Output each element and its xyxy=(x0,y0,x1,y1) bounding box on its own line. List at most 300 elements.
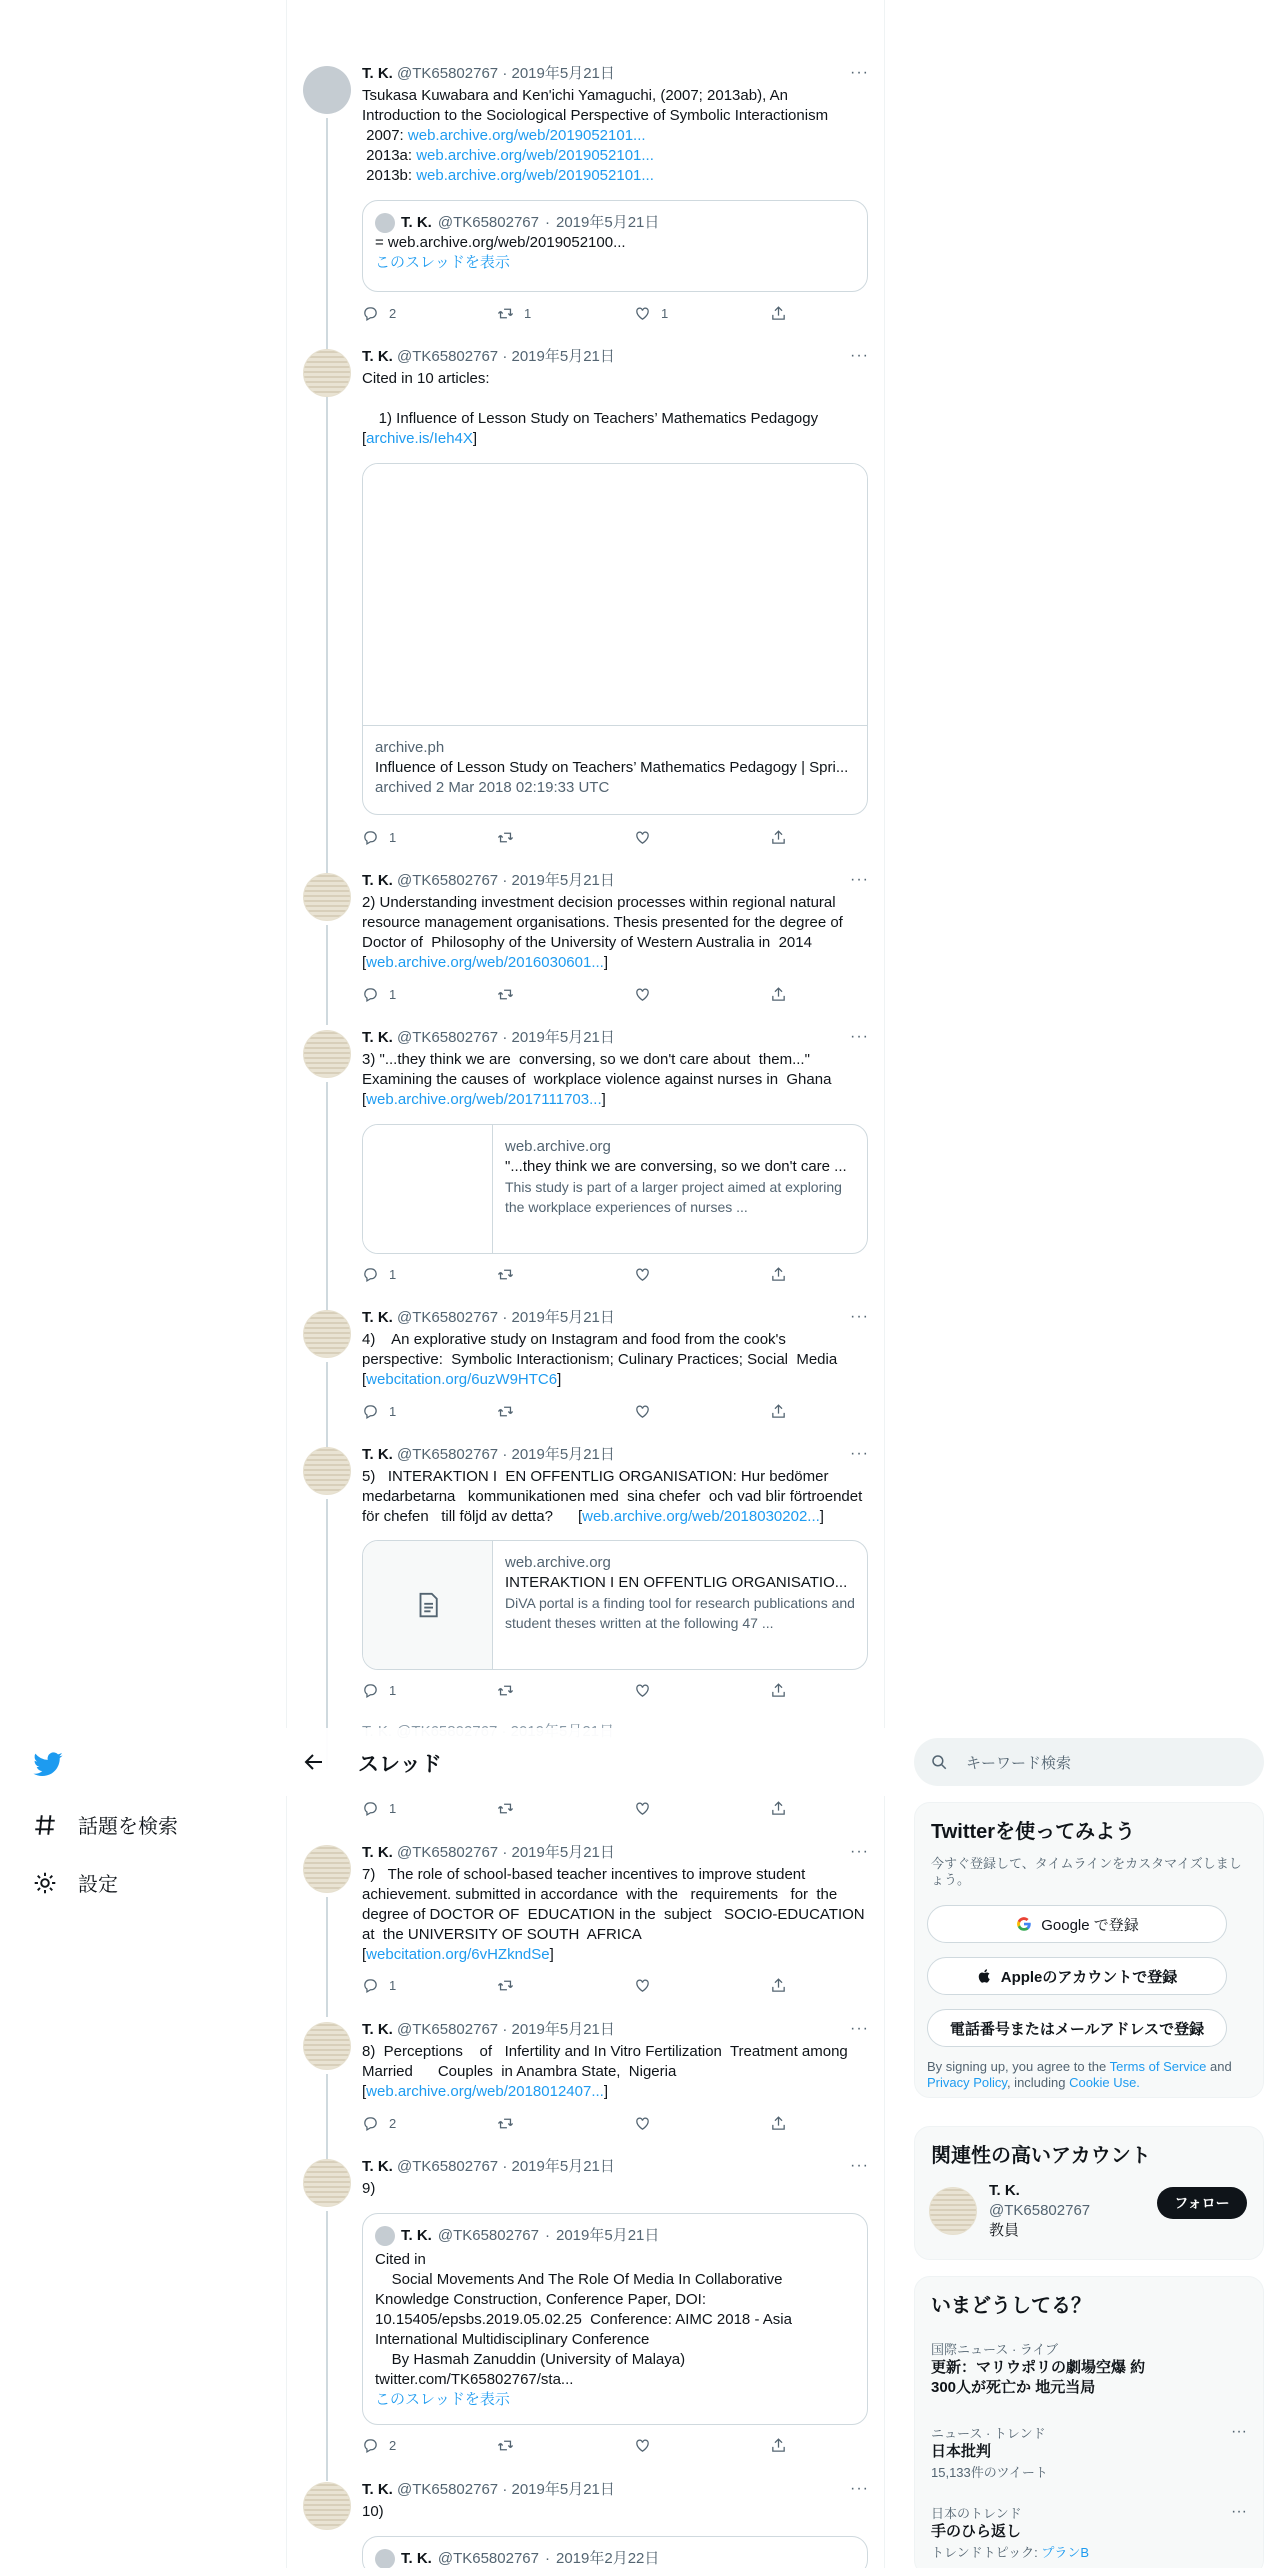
author-name: T. K. xyxy=(401,214,432,231)
account-info[interactable] xyxy=(989,2181,1090,2241)
retweet-button[interactable] xyxy=(497,1977,514,1994)
tweet-link[interactable]: web.archive.org/web/2016030601... xyxy=(366,954,604,971)
card-domain: archive.ph xyxy=(375,739,445,756)
tweet-actions xyxy=(362,2437,822,2457)
link-card[interactable] xyxy=(362,463,868,815)
google-icon xyxy=(1015,1915,1033,1933)
author-name[interactable]: T. K. xyxy=(362,1029,393,1046)
quote-header: T. K. @TK65802767 · 2019年5月21日 xyxy=(375,2226,855,2246)
thread-header xyxy=(286,1728,885,1796)
retweet-icon xyxy=(497,1266,514,1283)
tweet-link[interactable]: webcitation.org/6uzW9HTC6 xyxy=(366,1371,558,1388)
reply-button[interactable] xyxy=(362,2115,396,2132)
tweet-header: T. K. @TK65802767 · 2019年5月21日 xyxy=(362,1309,615,1326)
tweet-text xyxy=(362,369,869,449)
author-handle: @TK65802767 xyxy=(437,214,539,231)
share-button[interactable] xyxy=(770,1800,787,1817)
more-icon[interactable]: ··· xyxy=(850,2157,869,2174)
reply-icon xyxy=(362,1682,379,1699)
tweet-text: 10) xyxy=(362,2503,384,2520)
nav-explore-label: 話題を検索 xyxy=(78,1816,178,1838)
author-name[interactable]: T. K. xyxy=(362,1844,393,1861)
share-icon xyxy=(770,1682,787,1699)
google-signup-label: Google で登録 xyxy=(1041,1916,1139,1934)
reply-button[interactable] xyxy=(362,2437,396,2454)
like-button[interactable] xyxy=(634,1403,651,1420)
avatar[interactable] xyxy=(303,2022,351,2070)
heart-icon xyxy=(634,1800,651,1817)
more-icon[interactable]: ··· xyxy=(850,1308,869,1325)
author-name[interactable]: T. K. xyxy=(362,2158,393,2175)
show-thread-link[interactable]: このスレッドを表示 xyxy=(375,254,510,271)
avatar[interactable] xyxy=(929,2187,977,2235)
reply-icon xyxy=(362,1800,379,1817)
card-domain: web.archive.org xyxy=(505,1554,611,1571)
quote-text: Cited in Social Movements And The Role Of Media In Collaborative Knowledge Construction, Conference Paper, DOI: 10.15405/epsbs.2019.05.02.25 Conference: AIMC 2018 - Asia International Multidisciplinary Conference By Hasmah Zanuddin (University of Malaya) twitter.com/TK65802767/sta... xyxy=(375,2251,792,2388)
author-name[interactable]: T. K. xyxy=(362,1309,393,1326)
tweet-date[interactable]: 2019年5月21日 xyxy=(511,1309,615,1326)
avatar[interactable] xyxy=(303,1447,351,1495)
avatar[interactable] xyxy=(303,873,351,921)
reply-count: 1 xyxy=(389,1683,397,1698)
share-icon xyxy=(770,1403,787,1420)
share-icon xyxy=(770,829,787,846)
terms-and: and xyxy=(1206,2059,1232,2074)
tweet-body: 4) An explorative study on Instagram and food from the cook's perspective: Symbolic Interactionism; Culinary Practices; Social Media [ xyxy=(362,1331,838,1388)
retweet-button[interactable] xyxy=(497,986,514,1003)
retweet-button[interactable] xyxy=(497,1266,514,1283)
tweet-body-suffix: ] xyxy=(549,1946,554,1963)
reply-button[interactable] xyxy=(362,986,396,1003)
heart-icon xyxy=(634,986,651,1003)
more-icon[interactable]: ··· xyxy=(850,1028,869,1045)
avatar xyxy=(375,2226,395,2246)
more-icon[interactable]: ··· xyxy=(850,64,869,81)
gear-icon xyxy=(32,1870,58,1896)
link-card[interactable] xyxy=(362,1540,868,1670)
tweet-text xyxy=(362,893,869,973)
card-description: archived 2 Mar 2018 02:19:33 UTC xyxy=(375,779,610,796)
reply-count: 1 xyxy=(389,1267,397,1282)
retweet-button[interactable] xyxy=(497,1800,514,1817)
tweet-date[interactable]: 2019年5月21日 xyxy=(511,2158,615,2175)
author-name[interactable]: T. K. xyxy=(362,1446,393,1463)
thread-line xyxy=(326,401,328,881)
tweet-9[interactable] xyxy=(286,2020,885,2120)
apple-icon xyxy=(977,1968,993,1984)
quoted-tweet[interactable] xyxy=(362,2536,868,2568)
heart-icon xyxy=(634,2115,651,2132)
trend-item[interactable] xyxy=(931,2423,1241,2481)
avatar xyxy=(375,2549,395,2568)
more-icon[interactable]: ··· xyxy=(1231,2503,1247,2520)
quote-text: = web.archive.org/web/2019052100... xyxy=(375,234,626,251)
document-icon xyxy=(413,1590,443,1620)
avatar xyxy=(375,213,395,233)
tweet-header: T. K. @TK65802767 · 2019年5月21日 xyxy=(362,1029,615,1046)
phone-email-signup-button[interactable] xyxy=(927,2009,1227,2047)
reply-icon xyxy=(362,305,379,322)
tweet-11[interactable] xyxy=(286,2480,885,2540)
quoted-tweet[interactable] xyxy=(362,2213,868,2425)
tweet-actions xyxy=(362,2115,822,2135)
thread-line xyxy=(326,2211,328,2481)
heart-icon xyxy=(634,305,651,322)
reply-icon xyxy=(362,1266,379,1283)
like-button[interactable] xyxy=(634,305,668,322)
related-accounts-panel xyxy=(914,2126,1264,2260)
tweet-date[interactable]: 2019年5月21日 xyxy=(511,2021,615,2038)
reply-icon xyxy=(362,2437,379,2454)
more-icon[interactable]: ··· xyxy=(1231,2423,1247,2440)
tweet-6[interactable] xyxy=(286,1445,885,1545)
quote-header: T. K. @TK65802767 · 2019年2月22日 xyxy=(375,2549,855,2568)
tweet-date[interactable]: 2019年5月21日 xyxy=(511,348,615,365)
trend-category: 国際ニュース · ライブ xyxy=(931,2342,1059,2357)
avatar[interactable] xyxy=(303,1845,351,1893)
tweet-date[interactable]: 2019年5月21日 xyxy=(511,1446,615,1463)
terms-link[interactable]: Terms of Service xyxy=(1109,2059,1207,2074)
author-name: T. K. xyxy=(401,2550,432,2567)
retweet-icon xyxy=(497,2115,514,2132)
tweet-header: T. K. @TK65802767 · 2019年5月21日 xyxy=(362,2158,615,2175)
thread-line xyxy=(326,1897,328,2017)
author-handle[interactable]: @TK65802767 xyxy=(397,1446,499,1463)
tweet-header: T. K. @TK65802767 · 2019年5月21日 xyxy=(362,2481,615,2498)
tweet-header: T. K. @TK65802767 · 2019年5月21日 xyxy=(362,65,615,82)
tweet-date: 2019年5月21日 xyxy=(555,214,660,231)
link-label: 2007: xyxy=(362,127,408,144)
heart-icon xyxy=(634,1977,651,1994)
tweet-actions xyxy=(362,1403,822,1423)
avatar[interactable] xyxy=(303,1310,351,1358)
heart-icon xyxy=(634,2437,651,2454)
nav-settings[interactable] xyxy=(32,1868,118,1897)
card-domain: web.archive.org xyxy=(505,1138,611,1155)
tweet-4[interactable] xyxy=(286,1028,885,1128)
tweet-text xyxy=(362,86,869,186)
reply-count: 2 xyxy=(389,306,397,321)
twitter-bird-icon[interactable] xyxy=(32,1748,64,1780)
reply-icon xyxy=(362,1977,379,1994)
trends-panel xyxy=(914,2276,1264,2568)
tweet-body: 2) Understanding investment decision processes within regional natural resource management organisations. Thesis presented for the degree of Doctor of Philosophy of the University of Western Australia in 2014 [ xyxy=(362,894,843,971)
share-icon xyxy=(770,2115,787,2132)
reply-button[interactable] xyxy=(362,1977,396,1994)
reply-icon xyxy=(362,1403,379,1420)
more-icon[interactable]: ··· xyxy=(850,2020,869,2037)
tweet-link[interactable]: web.archive.org/web/2019052101... xyxy=(407,127,646,144)
tweet-header: T. K. @TK65802767 · 2019年5月21日 xyxy=(362,2021,615,2038)
author-handle[interactable]: @TK65802767 xyxy=(397,1309,499,1326)
tweet-body: 5) INTERAKTION I EN OFFENTLIG ORGANISATION: Hur bedömer medarbetarna kommunikationen med sina chefer och vad blir förtroendet för chefen till följd av detta? [ xyxy=(362,1468,867,1525)
like-button[interactable] xyxy=(634,2115,651,2132)
share-button[interactable] xyxy=(770,2115,787,2132)
share-button[interactable] xyxy=(770,1682,787,1699)
author-handle[interactable]: @TK65802767 xyxy=(397,1844,499,1861)
tweet-actions xyxy=(362,1800,822,1820)
card-image xyxy=(363,1541,493,1669)
tweet-link[interactable]: web.archive.org/web/2019052101... xyxy=(416,167,654,184)
card-title: Influence of Lesson Study on Teachers’ Mathematics Pedagogy | Spri... xyxy=(375,759,849,776)
card-image xyxy=(363,1125,493,1253)
trend-item[interactable] xyxy=(931,2339,1161,2398)
card-title: INTERAKTION I EN OFFENTLIG ORGANISATIO... xyxy=(505,1574,848,1591)
author-name[interactable]: T. K. xyxy=(362,65,393,82)
tweet-text xyxy=(362,1050,869,1110)
tweet-body-suffix: ] xyxy=(601,1091,606,1108)
reply-count: 1 xyxy=(389,1801,397,1816)
more-icon[interactable]: ··· xyxy=(850,1843,869,1860)
reply-button[interactable] xyxy=(362,305,396,322)
account-bio: 教員 xyxy=(989,2222,1020,2239)
reply-count: 2 xyxy=(389,2438,397,2453)
author-handle[interactable]: @TK65802767 xyxy=(397,2158,499,2175)
heart-icon xyxy=(634,829,651,846)
tweet-10[interactable] xyxy=(286,2157,885,2217)
tweet-header: T. K. @TK65802767 · 2019年5月21日 xyxy=(362,1446,615,1463)
back-arrow-icon[interactable] xyxy=(302,1750,326,1774)
card-description: This study is part of a larger project aimed at exploring the workplace experiences of nurses ... xyxy=(505,1179,842,1215)
tweet-link[interactable]: web.archive.org/web/2018012407... xyxy=(366,2083,604,2100)
tweet-text xyxy=(362,2042,869,2102)
retweet-count: 1 xyxy=(524,306,532,321)
share-icon xyxy=(770,2437,787,2454)
tweet-link[interactable]: webcitation.org/6vHZkndSe xyxy=(366,1946,550,1963)
tweet-actions xyxy=(362,986,822,1006)
share-button[interactable] xyxy=(770,1403,787,1420)
tweet-date[interactable]: 2019年5月21日 xyxy=(511,1844,615,1861)
author-handle[interactable]: @TK65802767 xyxy=(397,1029,499,1046)
more-icon[interactable]: ··· xyxy=(850,1445,869,1462)
author-handle[interactable]: @TK65802767 xyxy=(397,2021,499,2038)
retweet-icon xyxy=(497,986,514,1003)
trend-count: 15,133件のツイート xyxy=(931,2465,1048,2480)
heart-icon xyxy=(634,1266,651,1283)
tweet-5[interactable] xyxy=(286,1308,885,1408)
like-button[interactable] xyxy=(634,1800,651,1817)
avatar[interactable] xyxy=(303,1030,351,1078)
share-icon xyxy=(770,305,787,322)
tweet-actions xyxy=(362,305,822,325)
apple-signup-button[interactable] xyxy=(927,1957,1227,1995)
share-button[interactable] xyxy=(770,1266,787,1283)
trend-name: 日本批判 xyxy=(931,2443,992,2460)
author-handle[interactable]: @TK65802767 xyxy=(397,872,499,889)
reply-icon xyxy=(362,2115,379,2132)
trend-name: 手のひら返し xyxy=(931,2523,1022,2540)
account-name: T. K. xyxy=(989,2182,1020,2199)
show-thread-link[interactable]: このスレッドを表示 xyxy=(375,2391,510,2408)
terms-including: , including xyxy=(1006,2075,1070,2090)
trend-topic-prefix: トレンドトピック: xyxy=(931,2545,1042,2560)
search-input[interactable]: キーワード検索 xyxy=(966,1754,1072,1772)
signup-title: Twitterを使ってみよう xyxy=(931,1821,1136,1843)
retweet-button[interactable] xyxy=(497,305,531,322)
retweet-button[interactable] xyxy=(497,1682,514,1699)
trends-title: いまどうしてる？ xyxy=(931,2295,1091,2317)
like-count: 1 xyxy=(661,306,669,321)
retweet-icon xyxy=(497,1977,514,1994)
trend-category: 日本のトレンド xyxy=(931,2506,1022,2521)
author-name[interactable]: T. K. xyxy=(362,2481,393,2498)
trend-category: ニュース · トレンド xyxy=(931,2426,1046,2441)
avatar[interactable] xyxy=(303,2159,351,2207)
tweet-text: 9) xyxy=(362,2180,376,2197)
tweet-date[interactable]: 2019年5月21日 xyxy=(511,872,615,889)
reply-count: 1 xyxy=(389,987,397,1002)
retweet-button[interactable] xyxy=(497,829,514,846)
tweet-text xyxy=(362,1330,869,1390)
tweet-1[interactable] xyxy=(286,64,885,334)
retweet-icon xyxy=(497,829,514,846)
nav-settings-label: 設定 xyxy=(78,1874,118,1896)
like-button[interactable] xyxy=(634,1977,651,1994)
reply-button[interactable] xyxy=(362,1266,396,1283)
share-icon xyxy=(770,986,787,1003)
signup-subtitle: 今すぐ登録して、タイムラインをカスタマイズしましょう。 xyxy=(931,1856,1242,1887)
link-card[interactable] xyxy=(362,1124,868,1254)
cookie-link[interactable]: Cookie Use. xyxy=(1069,2075,1140,2090)
hashtag-icon xyxy=(32,1812,58,1838)
tweet-header: T. K. @TK65802767 · 2019年5月21日 xyxy=(362,872,615,889)
reply-button[interactable] xyxy=(362,1800,396,1817)
tweet-date: 2019年5月21日 xyxy=(555,2227,660,2244)
tweet-actions xyxy=(362,1682,822,1702)
like-button[interactable] xyxy=(634,829,651,846)
search-box[interactable] xyxy=(914,1738,1264,1786)
tweet-body: Cited in 10 articles: 1) Influence of Lesson Study on Teachers’ Mathematics Pedagogy [ xyxy=(362,370,819,447)
trend-topic-link[interactable]: プランB xyxy=(1041,2545,1090,2560)
related-title: 関連性の高いアカウント xyxy=(931,2145,1151,2167)
tweet-link[interactable]: archive.is/Ieh4X xyxy=(366,430,473,447)
tweet-body-suffix: ] xyxy=(603,2083,609,2100)
tweet-header: T. K. @TK65802767 · 2019年5月21日 xyxy=(362,1844,615,1861)
tweet-8[interactable] xyxy=(286,1843,885,1963)
retweet-icon xyxy=(497,305,514,322)
retweet-icon xyxy=(497,2437,514,2454)
retweet-icon xyxy=(497,1403,514,1420)
page-title: スレッド xyxy=(358,1753,442,1776)
reply-button[interactable] xyxy=(362,1682,396,1699)
trend-item[interactable] xyxy=(931,2503,1241,2561)
like-button[interactable] xyxy=(634,1266,651,1283)
retweet-button[interactable] xyxy=(497,2437,514,2454)
nav-explore[interactable] xyxy=(32,1810,178,1839)
account-handle: @TK65802767 xyxy=(989,2202,1091,2219)
author-name[interactable]: T. K. xyxy=(362,2021,393,2038)
tweet-link[interactable]: web.archive.org/web/2017111703... xyxy=(366,1091,602,1108)
avatar[interactable] xyxy=(303,2482,351,2530)
terms-text xyxy=(927,2059,1252,2091)
avatar[interactable] xyxy=(303,66,351,114)
avatar[interactable] xyxy=(303,349,351,397)
author-name[interactable]: T. K. xyxy=(362,348,393,365)
share-button[interactable] xyxy=(770,1977,787,1994)
tweet-text xyxy=(362,1467,869,1527)
reply-count: 1 xyxy=(389,830,397,845)
tweet-date[interactable]: 2019年5月21日 xyxy=(511,1029,615,1046)
tweet-actions xyxy=(362,1266,822,1286)
link-label: 2013b: xyxy=(362,167,417,184)
tweet-body: 3) "...they think we are conversing, so we don't care about them..." Examining the causes of workplace violence against nurses in Ghana [ xyxy=(362,1051,832,1108)
author-handle: @TK65802767 xyxy=(437,2550,539,2567)
tweet-3[interactable] xyxy=(286,871,885,991)
privacy-link[interactable]: Privacy Policy xyxy=(927,2075,1007,2090)
google-signup-button[interactable] xyxy=(927,1905,1227,1943)
tweet-actions xyxy=(362,829,822,849)
thread-line xyxy=(326,925,328,1025)
more-icon[interactable]: ··· xyxy=(850,2480,869,2497)
author-name: T. K. xyxy=(401,2227,432,2244)
share-button[interactable] xyxy=(770,305,787,322)
reply-icon xyxy=(362,829,379,846)
share-button[interactable] xyxy=(770,829,787,846)
tweet-actions xyxy=(362,1977,822,1997)
tweet-body-suffix: ] xyxy=(819,1508,824,1525)
like-button[interactable] xyxy=(634,1682,651,1699)
reply-button[interactable] xyxy=(362,1403,396,1420)
trend-topic xyxy=(931,2542,1241,2561)
tweet-body-suffix: ] xyxy=(557,1371,562,1388)
tweet-date: 2019年2月22日 xyxy=(555,2550,660,2567)
share-button[interactable] xyxy=(770,2437,787,2454)
tweet-body: 8) Perceptions of Infertility and In Vitro Fertilization Treatment among Married Couples in Anambra State, Nigeria [ xyxy=(362,2043,848,2100)
search-icon xyxy=(930,1753,948,1771)
author-handle: @TK65802767 xyxy=(437,2227,539,2244)
share-icon xyxy=(770,1800,787,1817)
author-handle[interactable]: @TK65802767 xyxy=(397,65,499,82)
share-icon xyxy=(770,1266,787,1283)
more-icon[interactable]: ··· xyxy=(850,347,869,364)
signup-panel xyxy=(914,1802,1264,2098)
reply-count: 1 xyxy=(389,1978,397,1993)
reply-icon xyxy=(362,986,379,1003)
trend-name: 更新：マリウポリの劇場空爆 約300人が死亡か 地元当局 xyxy=(931,2359,1146,2396)
tweet-body: 7) The role of school-based teacher incentives to improve student achievement. submitted in accordance with the requirements for the degree of DOCTOR OF EDUCATION in the subject SOCIO-EDUCATION at the UNIVERSITY OF SOUTH AFRICA [ xyxy=(362,1866,865,1963)
tweet-body-suffix: ] xyxy=(472,430,478,447)
reply-count: 2 xyxy=(389,2116,397,2131)
author-name[interactable]: T. K. xyxy=(362,872,393,889)
retweet-button[interactable] xyxy=(497,1403,514,1420)
reply-button[interactable] xyxy=(362,829,396,846)
tweet-date[interactable]: 2019年5月21日 xyxy=(511,2481,615,2498)
follow-button[interactable]: フォロー xyxy=(1157,2187,1247,2219)
author-handle[interactable]: @TK65802767 xyxy=(397,348,499,365)
phone-email-signup-label: 電話番号またはメールアドレスで登録 xyxy=(949,2020,1205,2038)
tweet-header: T. K. @TK65802767 · 2019年5月21日 xyxy=(362,348,615,365)
tweet-date[interactable]: 2019年5月21日 xyxy=(511,65,615,82)
tweet-body: Tsukasa Kuwabara and Ken'ichi Yamaguchi, (2007; 2013ab), An Introduction to the Sociological Perspective of Symbolic Interactionism xyxy=(362,87,829,124)
card-description: DiVA portal is a finding tool for research publications and student theses written at the following 47 ... xyxy=(505,1595,855,1631)
reply-count: 1 xyxy=(389,1404,397,1419)
heart-icon xyxy=(634,1682,651,1699)
quoted-tweet[interactable] xyxy=(362,200,868,292)
card-title: "...they think we are conversing, so we don't care ... xyxy=(505,1158,847,1175)
share-button[interactable] xyxy=(770,986,787,1003)
retweet-button[interactable] xyxy=(497,2115,514,2132)
like-button[interactable] xyxy=(634,2437,651,2454)
tweet-link[interactable]: web.archive.org/web/2018030202... xyxy=(582,1508,820,1525)
author-handle[interactable]: @TK65802767 xyxy=(397,2481,499,2498)
like-button[interactable] xyxy=(634,986,651,1003)
tweet-link[interactable]: web.archive.org/web/2019052101... xyxy=(416,147,654,164)
share-icon xyxy=(770,1977,787,1994)
more-icon[interactable]: ··· xyxy=(850,871,869,888)
link-label: 2013a: xyxy=(362,147,417,164)
terms-prefix: By signing up, you agree to the xyxy=(927,2059,1110,2074)
tweet-body-suffix: ] xyxy=(603,954,609,971)
